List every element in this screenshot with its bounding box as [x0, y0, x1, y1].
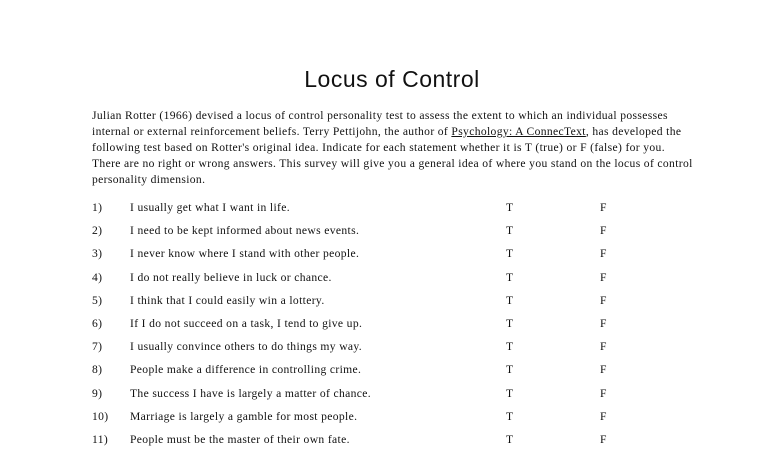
- false-option[interactable]: F: [600, 270, 607, 284]
- statement-number: 5): [92, 293, 103, 307]
- statement-row: [0, 363, 784, 386]
- statement-number: 1): [92, 201, 103, 214]
- statement-number: 9): [92, 386, 103, 400]
- statement-text: I do not really believe in luck or chance.: [130, 270, 332, 284]
- true-option[interactable]: T: [506, 386, 514, 400]
- statement-text: I never know where I stand with other people.: [130, 247, 360, 261]
- intro-paragraph: [92, 108, 696, 188]
- true-option[interactable]: T: [506, 224, 514, 238]
- statement-text: People must be the master of their own fate.: [130, 432, 350, 446]
- statement-text: I usually convince others to do things my way.: [130, 340, 363, 354]
- statement-number: 4): [92, 270, 103, 284]
- false-option[interactable]: F: [600, 247, 607, 261]
- false-option[interactable]: F: [600, 340, 607, 354]
- false-option[interactable]: F: [600, 432, 607, 446]
- statement-text: Marriage is largely a gamble for most people.: [130, 409, 358, 423]
- statement-row: [0, 224, 784, 247]
- book-title-link: Psychology: A ConnecText: [451, 125, 586, 138]
- statement-number: 2): [92, 224, 103, 238]
- statement-row: [0, 271, 784, 294]
- statement-row: [0, 247, 784, 270]
- statement-row: [0, 317, 784, 340]
- true-option[interactable]: T: [506, 340, 514, 354]
- true-option[interactable]: T: [506, 247, 514, 261]
- true-option[interactable]: T: [506, 201, 514, 214]
- intro-text-part1: Julian Rotter (1966) devised a locus of control personality test to assess the extent to which an individual possesses internal or external reinforcement beliefs. Terry Pettijohn, the author of: [92, 109, 668, 138]
- true-option[interactable]: T: [506, 270, 514, 284]
- statement-text: I need to be kept informed about news events.: [130, 224, 360, 238]
- true-option[interactable]: T: [506, 432, 514, 446]
- statement-text: I usually get what I want in life.: [130, 201, 291, 214]
- statement-number: 3): [92, 247, 103, 261]
- true-option[interactable]: T: [506, 409, 514, 423]
- intro-text-part2: , has developed the following test based on Rotter's original idea. Indicate for each statement whether it is T (true) or F (false) for you. There are no right or wrong answers. This survey will give you a general idea of where you stand on the locus of control personality dimension.: [92, 125, 693, 186]
- statement-row: [0, 340, 784, 363]
- false-option[interactable]: F: [600, 293, 607, 307]
- statement-row: [0, 387, 784, 410]
- statement-text: People make a difference in controlling crime.: [130, 363, 362, 377]
- false-option[interactable]: F: [600, 201, 607, 214]
- statement-number: 6): [92, 316, 103, 330]
- statement-text: The success I have is largely a matter of chance.: [130, 386, 371, 400]
- true-option[interactable]: T: [506, 293, 514, 307]
- statement-row: [0, 201, 784, 224]
- statement-number: 7): [92, 340, 103, 354]
- true-option[interactable]: T: [506, 316, 514, 330]
- statement-row: [0, 294, 784, 317]
- false-option[interactable]: F: [600, 363, 607, 377]
- statement-number: 8): [92, 363, 103, 377]
- false-option[interactable]: F: [600, 316, 607, 330]
- statement-text: I think that I could easily win a lottery.: [130, 293, 325, 307]
- false-option[interactable]: F: [600, 224, 607, 238]
- statement-row: [0, 433, 784, 456]
- true-option[interactable]: T: [506, 363, 514, 377]
- statement-row: [0, 410, 784, 433]
- false-option[interactable]: F: [600, 386, 607, 400]
- statement-list: [0, 201, 784, 456]
- false-option[interactable]: F: [600, 409, 607, 423]
- statement-number: 10): [92, 409, 109, 423]
- page-title: Locus of Control: [304, 66, 480, 92]
- statement-text: If I do not succeed on a task, I tend to give up.: [130, 316, 363, 330]
- statement-number: 11): [92, 432, 109, 446]
